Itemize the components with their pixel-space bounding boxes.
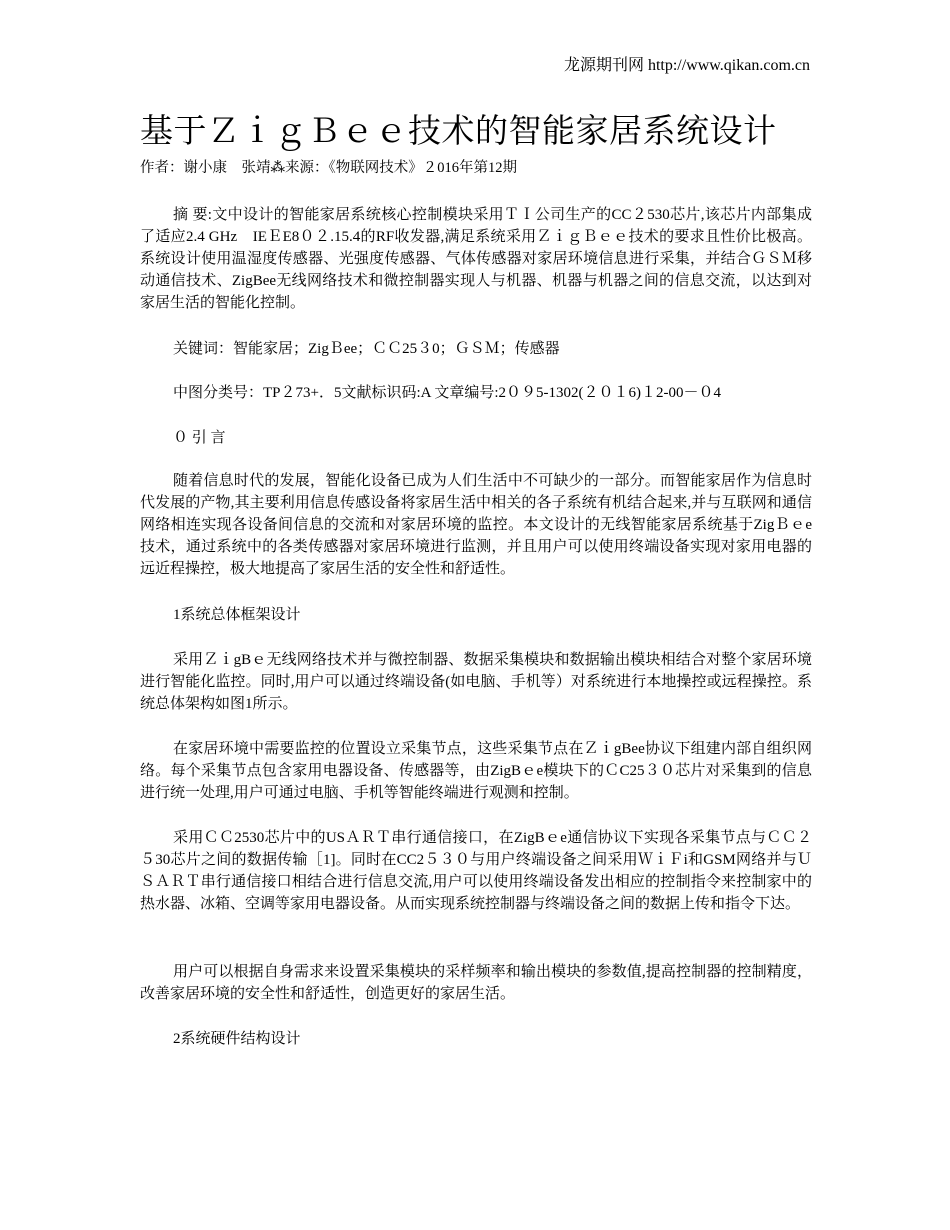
section-heading-introduction: ０ 引 言 [173, 430, 226, 446]
section-heading-framework: 1系统总体框架设计 [173, 607, 301, 623]
introduction-paragraph: 随着信息时代的发展，智能化设备已成为人们生活中不可缺少的一部分。而智能家居作为信息时代发展的产物,其主要利用信息传感设备将家居生活中相关的各子系统有机结合起来,并与互联网和通信网络相连实现各设备间信息的交流和对家居环境的监控。本文设计的无线智能家居系统基于ZigＢｅe技术，通过系统中的各类传感器对家居环境进行监测，并且用户可以使用终端设备实现对家用电器的远近程操控，极大地提高了家居生活的安全性和舒适性。 [140, 473, 812, 577]
article-title: 基于ＺｉｇＢｅｅ技术的智能家居系统设计 [140, 114, 777, 150]
article-byline: 作者：谢小康 张靖⁂来源：《物联网技术》２016年第12期 [140, 160, 517, 176]
abstract-paragraph: 摘 要:文中设计的智能家居系统核心控制模块采用ＴＩ公司生产的CC２530芯片,该芯片内部集成了适应2.4 GHz IEＥE8０２.15.4的RF收发器,满足系统采用ＺｉｇＢｅｅ技术的要求且性价比极高。系统设计使用温湿度传感器、光强度传感器、气体传感器对家居环境信息进行采集，并结合ＧＳＭ移动通信技术、ZigBee无线网络技术和微控制器实现人与机器、机器与机器之间的信息交流，以达到对家居生活的智能化控制。 [140, 207, 812, 311]
source-header: 龙源期刊网 http://www.qikan.com.cn [563, 57, 810, 74]
framework-paragraph-3: 采用ＣＣ2530芯片中的USＡＲＴ串行通信接口，在ZigBｅe通信协议下实现各采集节点与ＣＣ２５30芯片之间的数据传输［1]。同时在CC2５３０与用户终端设备之间采用ＷｉＦi和GSM网络并与ＵＳＡＲＴ串行通信接口相结合进行信息交流,用户可以使用终端设备发出相应的控制指令来控制家中的热水器、冰箱、空调等家用电器设备。从而实现系统控制器与终端设备之间的数据上传和指令下达。 [140, 830, 812, 912]
framework-paragraph-1: 采用ＺｉgBｅ无线网络技术并与微控制器、数据采集模块和数据输出模块相结合对整个家居环境进行智能化监控。同时,用户可以通过终端设备(如电脑、手机等）对系统进行本地操控或远程操控。系统总体架构如图1所示。 [140, 652, 812, 712]
section-heading-hardware: 2系统硬件结构设计 [173, 1031, 301, 1047]
keywords-line: 关键词：智能家居；ZigＢee；ＣＣ25３0；ＧＳＭ；传感器 [173, 341, 560, 357]
classification-line: 中图分类号：TP２73+．5文献标识码:A 文章编号:2０９5-1302(２０１6)１2-00－０4 [173, 385, 722, 401]
framework-paragraph-2: 在家居环境中需要监控的位置设立采集节点，这些采集节点在ＺｉgBee协议下组建内部自组织网络。每个采集节点包含家用电器设备、传感器等，由ZigBｅe模块下的ＣC25３０芯片对采集到的信息进行统一处理,用户可通过电脑、手机等智能终端进行观测和控制。 [140, 741, 812, 801]
framework-paragraph-4: 用户可以根据自身需求来设置采集模块的采样频率和输出模块的参数值,提高控制器的控制精度，改善家居环境的安全性和舒适性，创造更好的家居生活。 [140, 964, 812, 1002]
